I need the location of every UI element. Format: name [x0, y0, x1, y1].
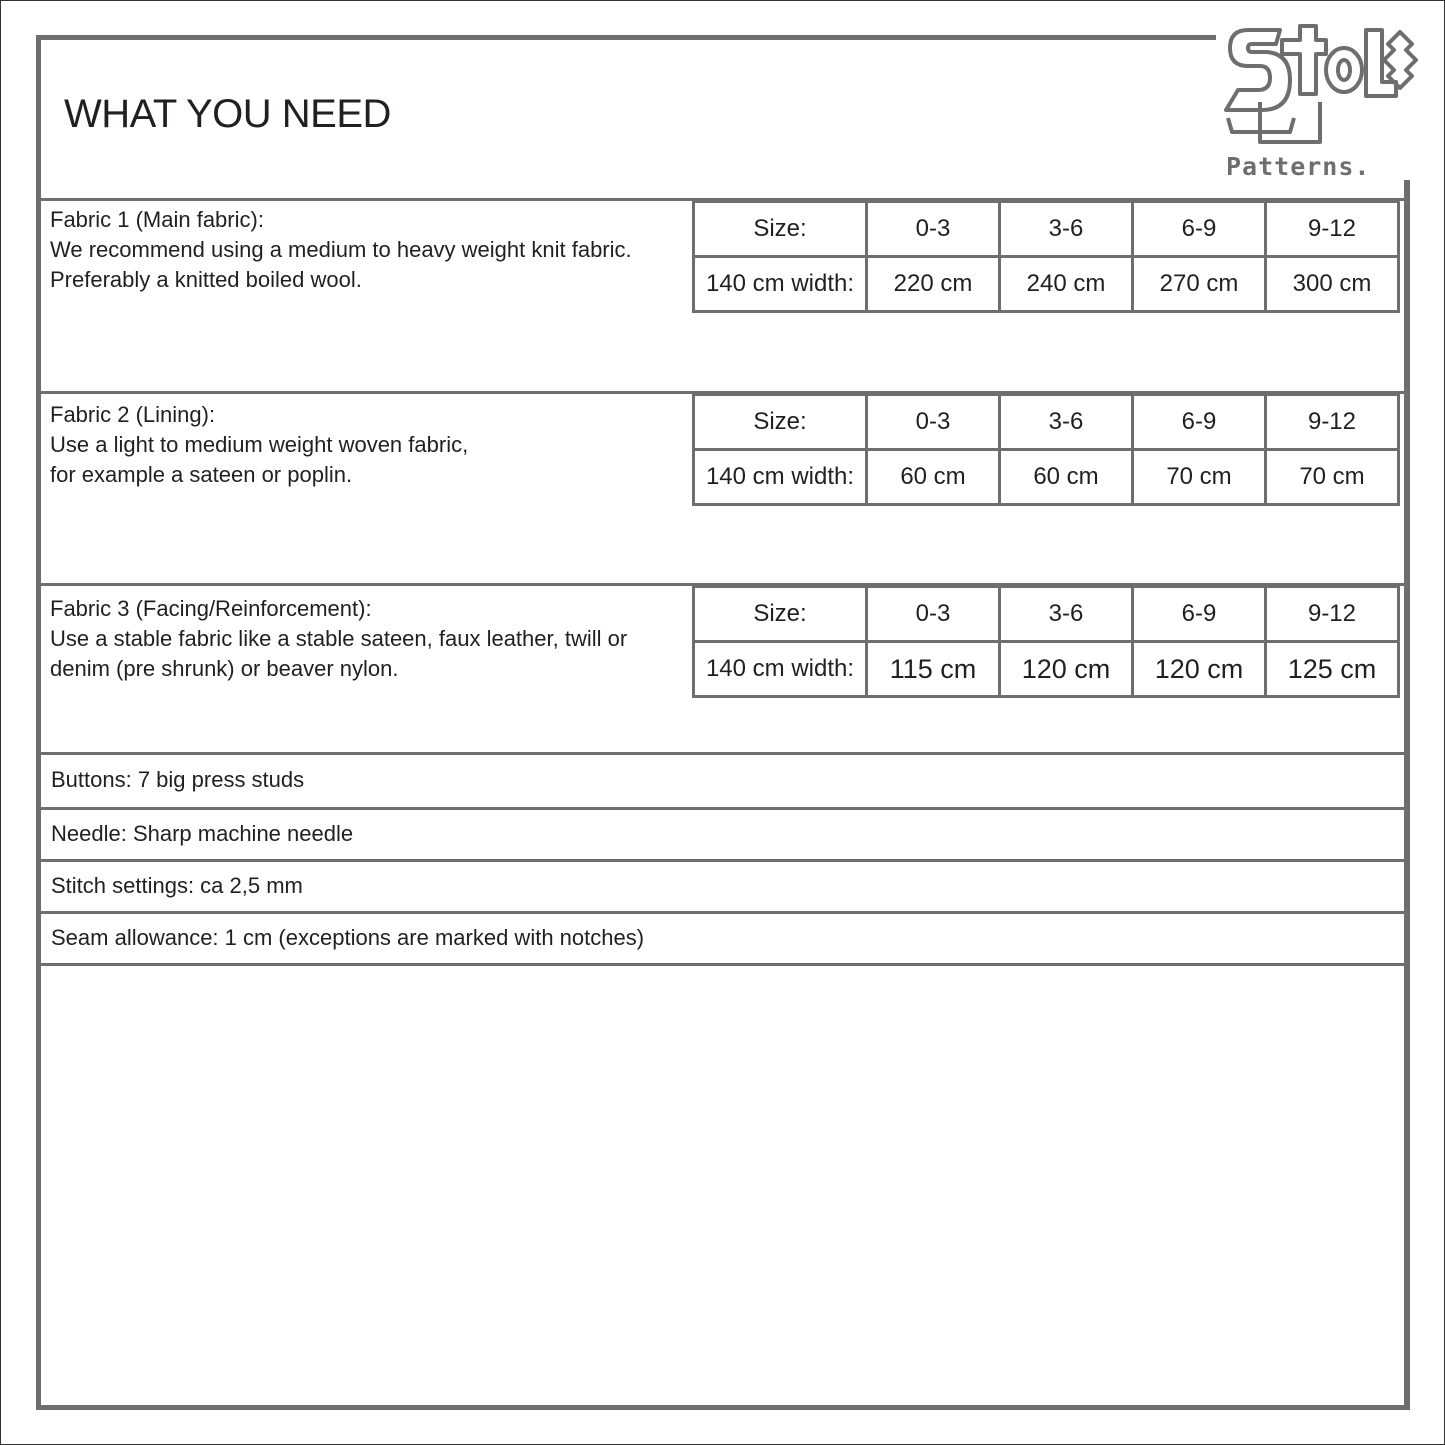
- size-cell: 3-6: [1000, 395, 1133, 450]
- amount-cell: 220 cm: [867, 257, 1000, 312]
- width-label: 140 cm width:: [694, 642, 867, 697]
- size-cell: 3-6: [1000, 202, 1133, 257]
- table-row: [694, 395, 1399, 450]
- fabric-1-description: [50, 205, 632, 295]
- width-label: 140 cm width:: [694, 450, 867, 505]
- fabric-3-size-table: [692, 585, 1400, 698]
- table-row: [694, 450, 1399, 505]
- note-stitch-settings: Stitch settings: ca 2,5 mm: [51, 873, 303, 898]
- fabric-3-heading: Fabric 3 (Facing/Reinforcement):: [50, 596, 372, 621]
- divider-note-4: [41, 911, 1404, 914]
- size-cell: 6-9: [1133, 395, 1266, 450]
- divider-notes-top: [41, 752, 1404, 755]
- page-title: WHAT YOU NEED: [64, 92, 391, 136]
- table-row: [694, 202, 1399, 257]
- table-row: [694, 257, 1399, 312]
- size-cell: 9-12: [1266, 587, 1399, 642]
- fabric-2-heading: Fabric 2 (Lining):: [50, 402, 216, 427]
- amount-cell: 70 cm: [1133, 450, 1266, 505]
- divider-notes-bottom: [41, 963, 1404, 966]
- divider-note-2: [41, 807, 1404, 810]
- fabric-2-size-table: [692, 393, 1400, 506]
- table-row: [694, 642, 1399, 697]
- amount-cell: 115 cm: [867, 642, 1000, 697]
- note-buttons: Buttons: 7 big press studs: [51, 767, 305, 792]
- amount-cell: 300 cm: [1266, 257, 1399, 312]
- size-cell: 0-3: [867, 395, 1000, 450]
- note-needle: Needle: Sharp machine needle: [51, 821, 354, 846]
- amount-cell: 60 cm: [867, 450, 1000, 505]
- fabric-2-description: [50, 400, 468, 490]
- fabric-1-line-1: We recommend using a medium to heavy weight knit fabric.: [50, 237, 632, 262]
- fabric-2-line-2: for example a sateen or poplin.: [50, 462, 353, 487]
- size-header-label: Size:: [694, 395, 867, 450]
- size-cell: 0-3: [867, 202, 1000, 257]
- size-cell: 6-9: [1133, 587, 1266, 642]
- fabric-3-line-2: denim (pre shrunk) or beaver nylon.: [50, 656, 399, 681]
- size-cell: 3-6: [1000, 587, 1133, 642]
- amount-cell: 60 cm: [1000, 450, 1133, 505]
- divider-note-3: [41, 859, 1404, 862]
- fabric-1-line-2: Preferably a knitted boiled wool.: [50, 267, 362, 292]
- amount-cell: 240 cm: [1000, 257, 1133, 312]
- size-cell: 6-9: [1133, 202, 1266, 257]
- fabric-1-size-table: [692, 200, 1400, 313]
- size-cell: 9-12: [1266, 395, 1399, 450]
- fabric-3-line-1: Use a stable fabric like a stable sateen, faux leather, twill or: [50, 626, 628, 651]
- amount-cell: 270 cm: [1133, 257, 1266, 312]
- amount-cell: 120 cm: [1133, 642, 1266, 697]
- note-seam-allowance: Seam allowance: 1 cm (exceptions are marked with notches): [51, 925, 645, 950]
- width-label: 140 cm width:: [694, 257, 867, 312]
- amount-cell: 120 cm: [1000, 642, 1133, 697]
- frame-top-border: [36, 35, 1216, 40]
- logo-subtitle: Patterns.: [1226, 152, 1371, 181]
- table-row: [694, 587, 1399, 642]
- frame-right-border: [1404, 180, 1410, 1410]
- size-header-label: Size:: [694, 202, 867, 257]
- fabric-2-line-1: Use a light to medium weight woven fabric,: [50, 432, 469, 457]
- amount-cell: 70 cm: [1266, 450, 1399, 505]
- size-cell: 9-12: [1266, 202, 1399, 257]
- fabric-1-heading: Fabric 1 (Main fabric):: [50, 207, 264, 232]
- fabric-3-description: [50, 594, 627, 684]
- size-header-label: Size:: [694, 587, 867, 642]
- amount-cell: 125 cm: [1266, 642, 1399, 697]
- size-cell: 0-3: [867, 587, 1000, 642]
